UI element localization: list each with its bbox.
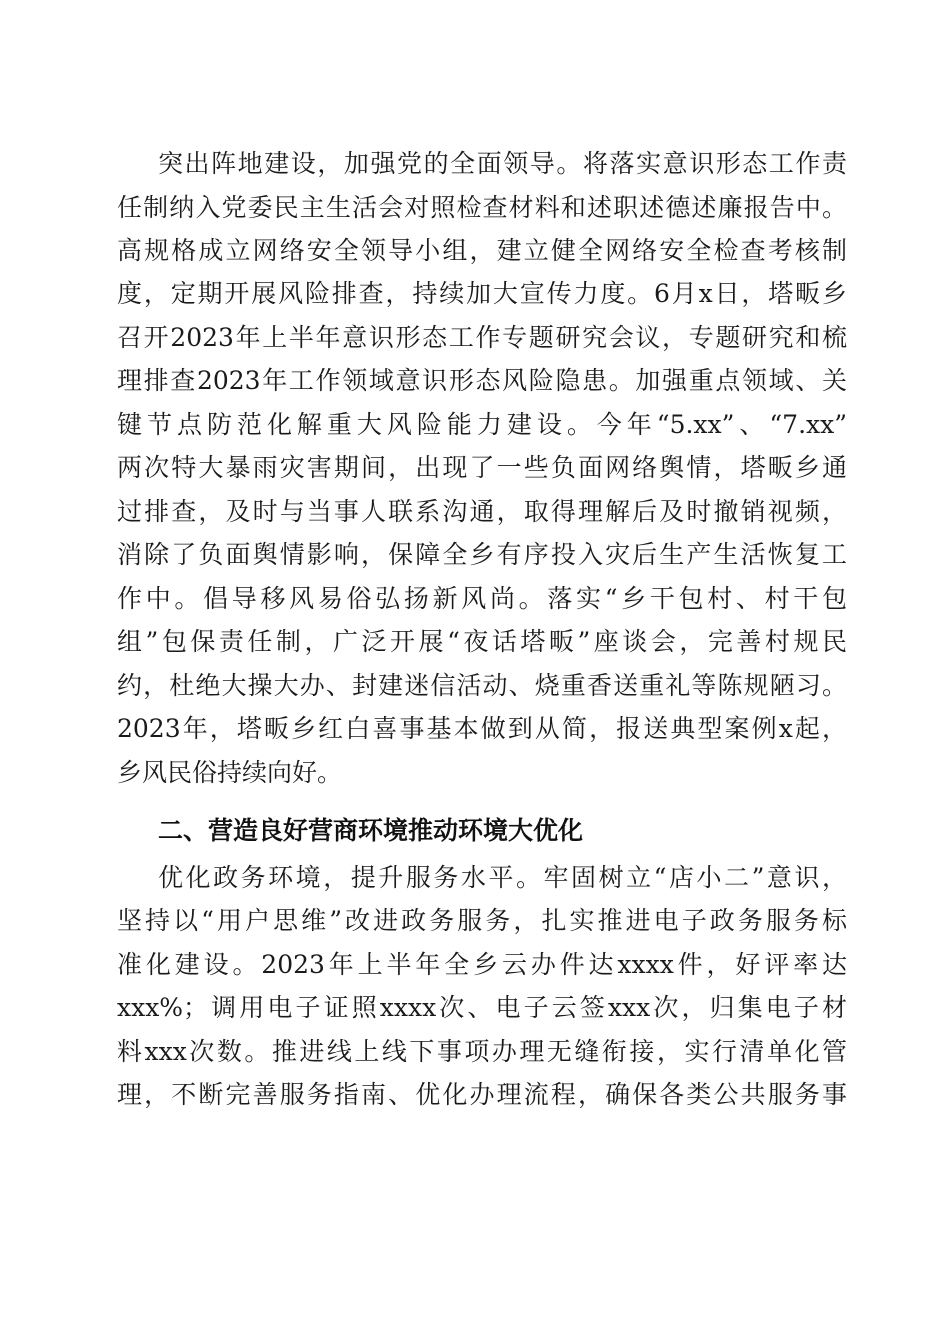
paragraph-line: 高规格成立网络安全领导小组，建立健全网络安全检查考核制 — [117, 236, 847, 265]
paragraph-line: 组”包保责任制，广泛开展“夜话塔畈”座谈会，完善村规民 — [117, 627, 847, 656]
paragraph-line: 准化建设。2023年上半年全乡云办件达xxxx件，好评率达 — [117, 950, 847, 979]
paragraph-line: 召开2023年上半年意识形态工作专题研究会议，专题研究和梳 — [117, 323, 847, 352]
paragraph-line: 任制纳入党委民主生活会对照检查材料和述职述德述廉报告中。 — [117, 193, 847, 222]
paragraph-line: 理，不断完善服务指南、优化办理流程，确保各类公共服务事 — [117, 1080, 847, 1109]
paragraph-line: 2023年，塔畈乡红白喜事基本做到从简，报送典型案例x起， — [117, 714, 847, 743]
paragraph-line: 度，定期开展风险排查，持续加大宣传力度。6月x日，塔畈乡 — [117, 279, 847, 308]
paragraph-line: 坚持以“用户思维”改进政务服务，扎实推进电子政务服务标 — [117, 906, 847, 935]
paragraph-line: 理排查2023年工作领域意识形态风险隐患。加强重点领域、关 — [117, 366, 847, 395]
paragraph-line: xxx%；调用电子证照xxxx次、电子云签xxx次，归集电子材 — [117, 993, 847, 1022]
paragraph-line: 作中。倡导移风易俗弘扬新风尚。落实“乡干包村、村干包 — [117, 584, 847, 613]
paragraph-line: 优化政务环境，提升服务水平。牢固树立“店小二”意识， — [158, 863, 847, 892]
section-heading: 二、营造良好营商环境推动环境大优化 — [158, 816, 584, 845]
paragraph-line: 乡风民俗持续向好。 — [117, 758, 343, 787]
paragraph-line: 突出阵地建设，加强党的全面领导。将落实意识形态工作责 — [158, 149, 847, 178]
paragraph-line: 料xxx次数。推进线上线下事项办理无缝衔接，实行清单化管 — [117, 1037, 847, 1066]
paragraph-line: 键节点防范化解重大风险能力建设。今年“5.xx”、“7.xx” — [117, 410, 847, 439]
paragraph-line: 两次特大暴雨灾害期间，出现了一些负面网络舆情，塔畈乡通 — [117, 453, 847, 482]
paragraph-line: 消除了负面舆情影响，保障全乡有序投入灾后生产生活恢复工 — [117, 540, 847, 569]
paragraph-line: 约，杜绝大操大办、封建迷信活动、烧重香送重礼等陈规陋习。 — [117, 671, 847, 700]
paragraph-line: 过排查，及时与当事人联系沟通，取得理解后及时撤销视频， — [117, 497, 847, 526]
